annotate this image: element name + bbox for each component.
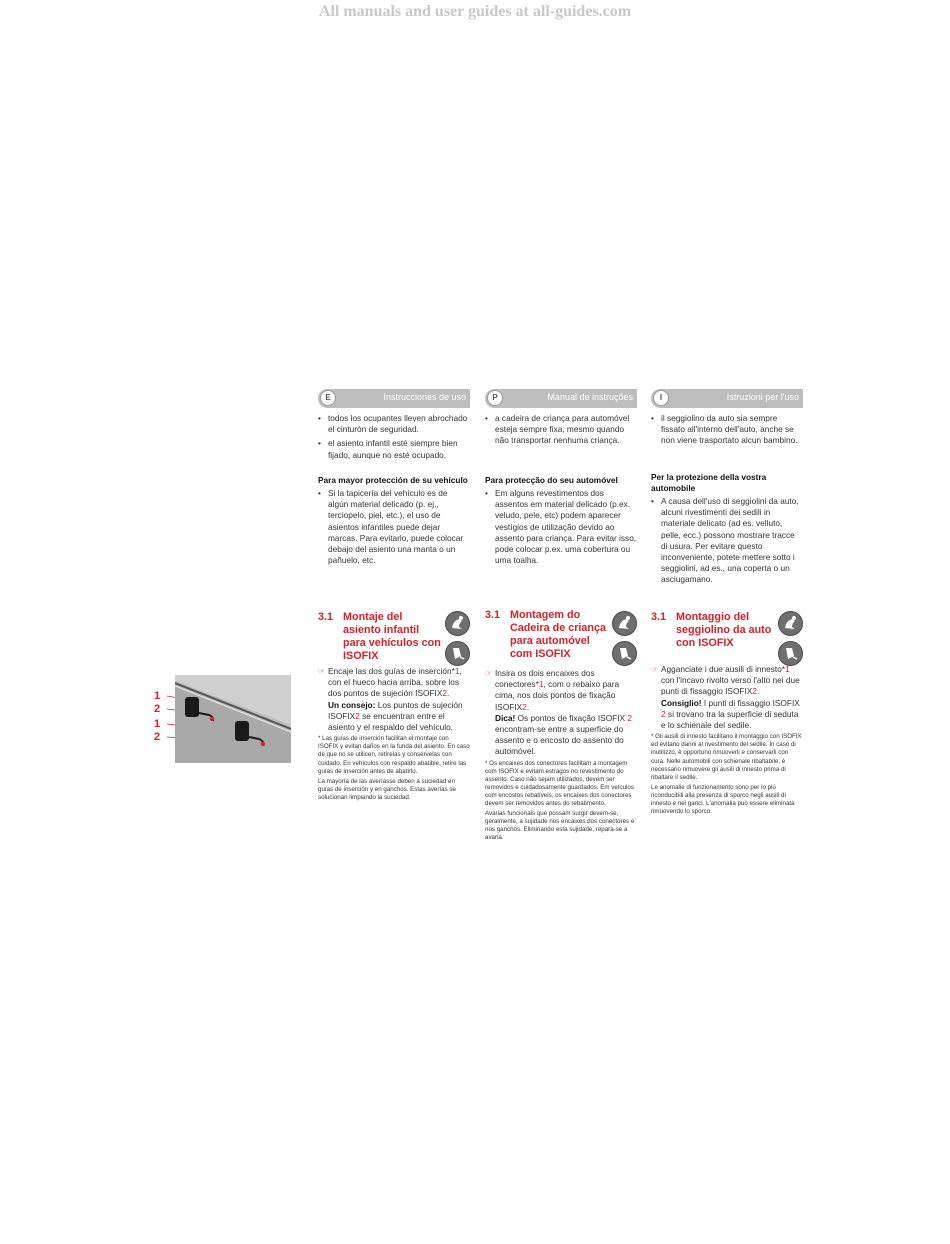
ref-number: 2	[355, 710, 360, 721]
step-text: .	[756, 686, 760, 697]
list-item: • il seggiolino da auto sia sempre fissato all'interno dell'auto, anche se non viene trasportato alcun bambino.	[651, 413, 803, 447]
step-text: .	[447, 688, 450, 699]
figure-label: 2	[154, 731, 161, 743]
step-text: .	[526, 701, 530, 712]
intro-list	[485, 413, 637, 447]
footnote: Le anomalie di funzionamento sono per lo più riconducibili alla presenza di sporco negli ausili di innesto e nei ganci. L'anomalia può essere eliminata rimuovendo lo sporco.	[651, 783, 795, 816]
column-pt	[485, 389, 637, 842]
protection-section	[318, 475, 470, 566]
section-3-1	[651, 611, 803, 816]
instruction-step	[651, 664, 803, 731]
section-number: 3.1	[651, 611, 667, 623]
tip-label: Un consejo:	[328, 699, 376, 710]
child-seat-icon	[612, 611, 637, 636]
protection-title: Para mayor protección de su vehículo	[318, 475, 468, 485]
child-seat-icon	[445, 611, 470, 636]
ref-number: 2	[522, 701, 527, 712]
column-es	[318, 389, 470, 801]
language-badge: E	[320, 390, 336, 406]
ref-number: 1	[538, 679, 544, 690]
language-header	[651, 389, 803, 408]
ref-number: 2	[442, 688, 448, 699]
tip-label: Dica!	[495, 712, 516, 723]
section-3-1	[485, 609, 637, 843]
figure-label: 2	[154, 703, 161, 715]
list-item: • todos los ocupantes lleven abrochado el cinturón de seguridad.	[318, 413, 470, 435]
section-number: 3.1	[318, 611, 334, 623]
hand-pointer-icon: ☞	[485, 669, 493, 678]
section-title: Montagem do Cadeira de criança para automóvel com ISOFIX	[510, 609, 607, 660]
isofix-icon	[612, 641, 637, 666]
list-item: • el asiento infantil esté siempre bien fijado, aunque no esté ocupado.	[318, 438, 470, 460]
hand-pointer-icon: ☞	[651, 665, 659, 674]
step-text: con l'incavo rivolto verso l'alto nei due punti di fissaggio ISOFIX	[661, 675, 800, 697]
tip-label: Consiglio!	[661, 697, 702, 708]
column-it	[651, 389, 803, 816]
ref-number: 2	[627, 712, 632, 723]
protection-section	[651, 472, 803, 586]
instruction-step	[485, 668, 637, 758]
hand-pointer-icon: ☞	[318, 667, 326, 676]
step-text: , con el hueco hacia arriba, sobre los dos puntos de sujeción ISOFIX	[328, 666, 462, 699]
isofix-figure	[175, 675, 291, 763]
section-3-1	[318, 611, 470, 802]
isofix-icon	[778, 641, 803, 666]
footnote: * Os encaixes dos conectores facilitam a montagem com ISOFIX e evitam estragos no revestimento do assento. Caso não sejam utilizados, devem ser removidos e cuidadosamente guardados. Em veículos com encostos rebatíveis, os encaixes dos conectores devem ser removidos antes do rebatimento.	[485, 759, 634, 808]
figure-label: 1	[154, 690, 161, 702]
footnote: * Gli ausili di innesto facilitano il montaggio con ISOFIX ed evitano danni al rivestimento del sedile. In caso di inutilizzo, è opportuno rimuoverli e conservarli con cura. Nelle automobili con schienale ribaltabile, è necessario rimuovere gli ausili di innesto prima di ribaltare il sedile.	[651, 733, 802, 781]
protection-title: Per la protezione della vostra automobile	[651, 472, 767, 493]
protection-section	[485, 475, 637, 566]
ref-number: 2	[752, 686, 757, 697]
list-item: • Si la tapicería del vehículo es de algún material delicado (p. ej., terciopelo, piel, etc.), el uso de asientos infantiles puede dejar marcas. Para evitarlo, puede colocar debajo del asiento una manta o un pañuelo, etc.	[318, 488, 470, 566]
language-badge: P	[487, 390, 503, 406]
tip-text: si trovano tra la superficie di seduta e lo schienale del sedile.	[661, 708, 799, 731]
tip-text: Los puntos de sujeción ISOFIX	[328, 699, 463, 721]
language-header	[485, 389, 637, 408]
language-header	[318, 389, 470, 408]
isofix-illustration	[175, 675, 291, 763]
step-text: Agganciate i due ausili di innesto*	[661, 664, 786, 674]
header-title: Istruzioni per l'uso	[726, 392, 799, 402]
watermark: All manuals and user guides at all-guides.com	[318, 3, 632, 20]
step-text: Encaje las dos guías de inserción*	[328, 666, 455, 676]
tip-text: se encuentran entre el asiento y el respaldo del vehículo.	[328, 710, 453, 733]
intro-list	[318, 413, 470, 461]
section-heading	[651, 611, 803, 661]
section-heading	[485, 609, 637, 665]
isofix-icon	[445, 641, 470, 666]
section-heading	[318, 611, 470, 663]
child-seat-icon	[778, 611, 803, 636]
tip-text: encontram-se entre a superficie do assento e o encosto do assento do automóvel.	[495, 724, 624, 757]
figure-label: 1	[154, 718, 161, 730]
footnote: Avarias funcionais que possam surgir devem-se, geralmente, a sujidade nos encaixes dos conectores e nos ganchos. Eliminando esta sujidade, repara-se a avaria.	[485, 810, 635, 842]
tip-text: I punti di fissaggio ISOFIX	[701, 697, 800, 708]
list-item: • a cadeira de criança para automóvel esteja sempre fixa, mesmo quando não transportar nenhuma criança.	[485, 413, 637, 447]
language-badge: I	[653, 390, 669, 406]
ref-number: 1	[785, 664, 790, 674]
header-title: Manual de instruções	[547, 392, 633, 402]
step-text: , com o rebaixo para cima, nos dois pontos de fixação ISOFIX	[495, 679, 620, 712]
section-number: 3.1	[485, 609, 501, 621]
section-title: Montaggio del seggiolino da auto con ISOFIX	[676, 611, 772, 649]
instruction-step	[318, 666, 470, 733]
ref-number: 2	[661, 708, 666, 719]
step-text: Insira os dois encaixes dos conectores*	[495, 668, 595, 690]
footnote: * Las guías de inserción facilitan el montaje con ISOFIX y evitan daños en la funda del asiento. En caso de que no se utilicen, retírelas y consérvelas con cuidado. En vehículos con respaldo abatible, retire las guías de inserción antes de abatirlo.	[318, 735, 470, 775]
section-title: Montaje del asiento infantil para vehículos con ISOFIX	[343, 611, 441, 662]
list-item: • Em alguns revestimentos dos assentos em material delicado (p.ex. veludo, pele, etc) podem aparecer vestígios de utilização devido ao assento para criança. Para evitar isso, pode colocar p.ex. uma cobertura ou uma toalha.	[485, 488, 637, 566]
header-title: Instrucciones de uso	[383, 392, 466, 402]
tip-text: Os pontos de fixação ISOFIX	[515, 712, 628, 723]
list-item: • A causa dell'uso di seggiolini da auto, alcuni rivestimenti dei sedili in materiale delicato (ad es. velluto, pelle, ecc.) possono mostrare tracce di usura. Per evitare questo inconveniente, potete mettere sotto i seggiolini, ad es., una coperta o un asciugamano.	[651, 496, 803, 586]
intro-list	[651, 413, 803, 447]
protection-title: Para protecção do seu automóvel	[485, 475, 618, 485]
ref-number: 1	[454, 666, 460, 676]
footnote: La mayoría de las averíasse deben a suciedad en guías de inserción y en ganchos. Estas averías se solucionan limpiando la suciedad.	[318, 777, 456, 801]
